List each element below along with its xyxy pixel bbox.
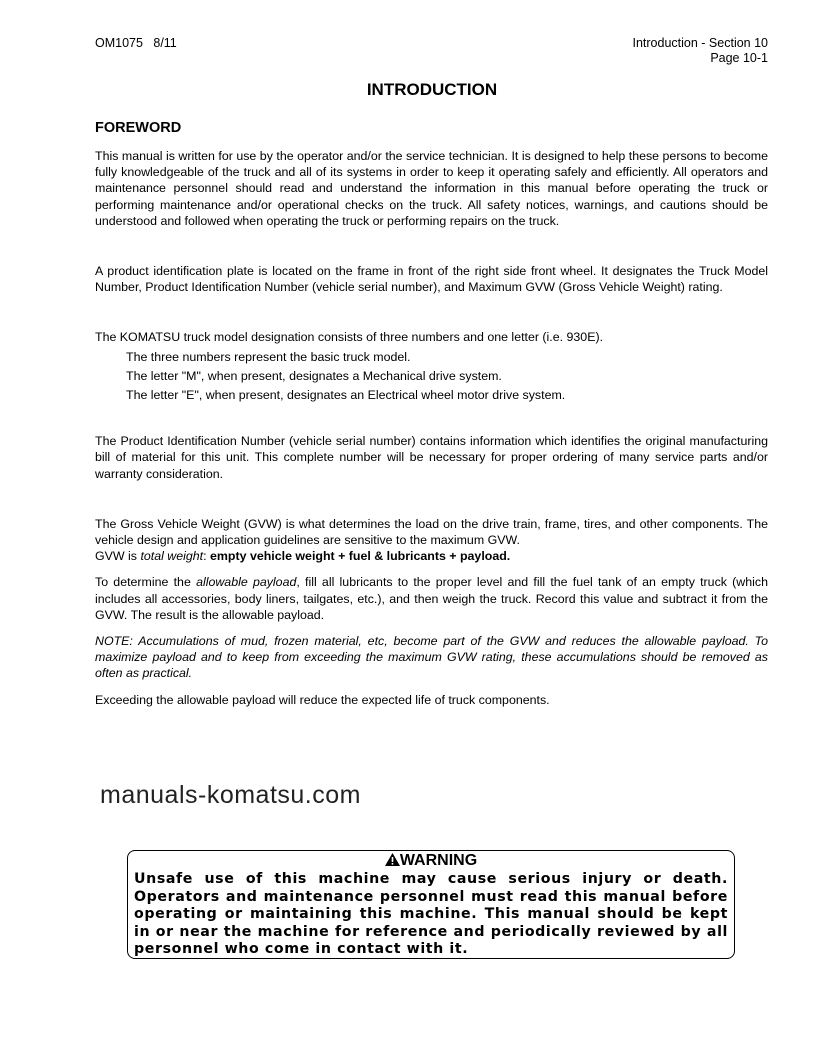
document-code: OM1075 8/11 <box>95 36 177 50</box>
gvw-text: The Gross Vehicle Weight (GVW) is what determines the load on the drive train, frame, tires, and other components. The vehicle design and application guidelines are sensitive to the maximum GVW. <box>95 516 768 548</box>
gvw-formula <box>95 548 768 564</box>
paragraph-purpose: This manual is written for use by the operator and/or the service technician. It is designed to help these persons to become fully knowledgeable of the truck and all of its systems in order to keep it operating safely and efficiently. All operators and maintenance personnel should read and understand the information in this manual before operating the truck or performing maintenance and/or operational checks on the truck. All safety notices, warnings, and cautions should be understood and followed when operating the truck or performing repairs on the truck. <box>95 149 768 228</box>
payload-rest: , fill all lubricants to the proper level and fill the fuel tank of an empty truck (which includes all accessories, body liners, tailgates, etc.), and then weigh the truck. Record this value and subtract it from the GVW. The result is the allowable payload. <box>95 575 768 622</box>
section-label: Introduction - Section 10 <box>632 36 768 50</box>
watermark: manuals-komatsu.com <box>100 781 361 809</box>
page-title: INTRODUCTION <box>366 80 498 99</box>
paragraph-allowable-payload <box>95 574 768 623</box>
foreword-heading: FOREWORD <box>95 120 182 136</box>
paragraph-model-designation <box>95 329 768 403</box>
warning-triangle-icon <box>385 853 400 866</box>
gvw-equation: empty vehicle weight + fuel & lubricants + payload. <box>210 549 511 564</box>
gvw-colon: : <box>203 549 211 564</box>
list-item: The letter "M", when present, designates a Mechanical drive system. <box>126 368 502 383</box>
payload-prefix: To determine the <box>95 575 197 590</box>
payload-italic: allowable payload <box>196 575 297 590</box>
page-header <box>633 36 769 66</box>
warning-title-text: WARNING <box>399 852 478 869</box>
model-designation-intro: The KOMATSU truck model designation consists of three numbers and one letter (i.e. 930E). <box>95 330 604 345</box>
list-item: The three numbers represent the basic truck model. <box>126 349 411 364</box>
body-text <box>95 148 768 708</box>
note-paragraph: NOTE: Accumulations of mud, frozen material, etc, become part of the GVW and reduces the allowable payload. To maximize payload and to keep from exceeding the maximum GVW rating, these accumulations should be removed as often as practical. <box>95 634 768 681</box>
gvw-prefix: GVW is <box>95 549 141 564</box>
warning-title <box>134 851 728 871</box>
paragraph-exceeding-payload: Exceeding the allowable payload will reduce the expected life of truck components. <box>95 692 550 707</box>
paragraph-pin: The Product Identification Number (vehicle serial number) contains information which identifies the original manufacturing bill of material for this unit. This complete number will be necessary for proper ordering of many service parts and/or warranty consideration. <box>95 434 768 481</box>
gvw-italic: total weight <box>140 549 204 564</box>
paragraph-id-plate: A product identification plate is located on the frame in front of the right side front wheel. It designates the Truck Model Number, Product Identification Number (vehicle serial number), and Maximum GVW (Gross Vehicle Weight) rating. <box>95 264 768 295</box>
paragraph-gvw <box>95 516 768 565</box>
warning-box <box>127 850 735 959</box>
page-number: Page 10-1 <box>710 51 768 65</box>
list-item: The letter "E", when present, designates an Electrical wheel motor drive system. <box>126 388 566 403</box>
warning-body: Unsafe use of this machine may cause serious injury or death. Operators and maintenance personnel must read this manual before operating or maintaining this machine. This manual should be kept in or near the machine for reference and periodically reviewed by all personnel who come in contact with it. <box>134 871 728 957</box>
